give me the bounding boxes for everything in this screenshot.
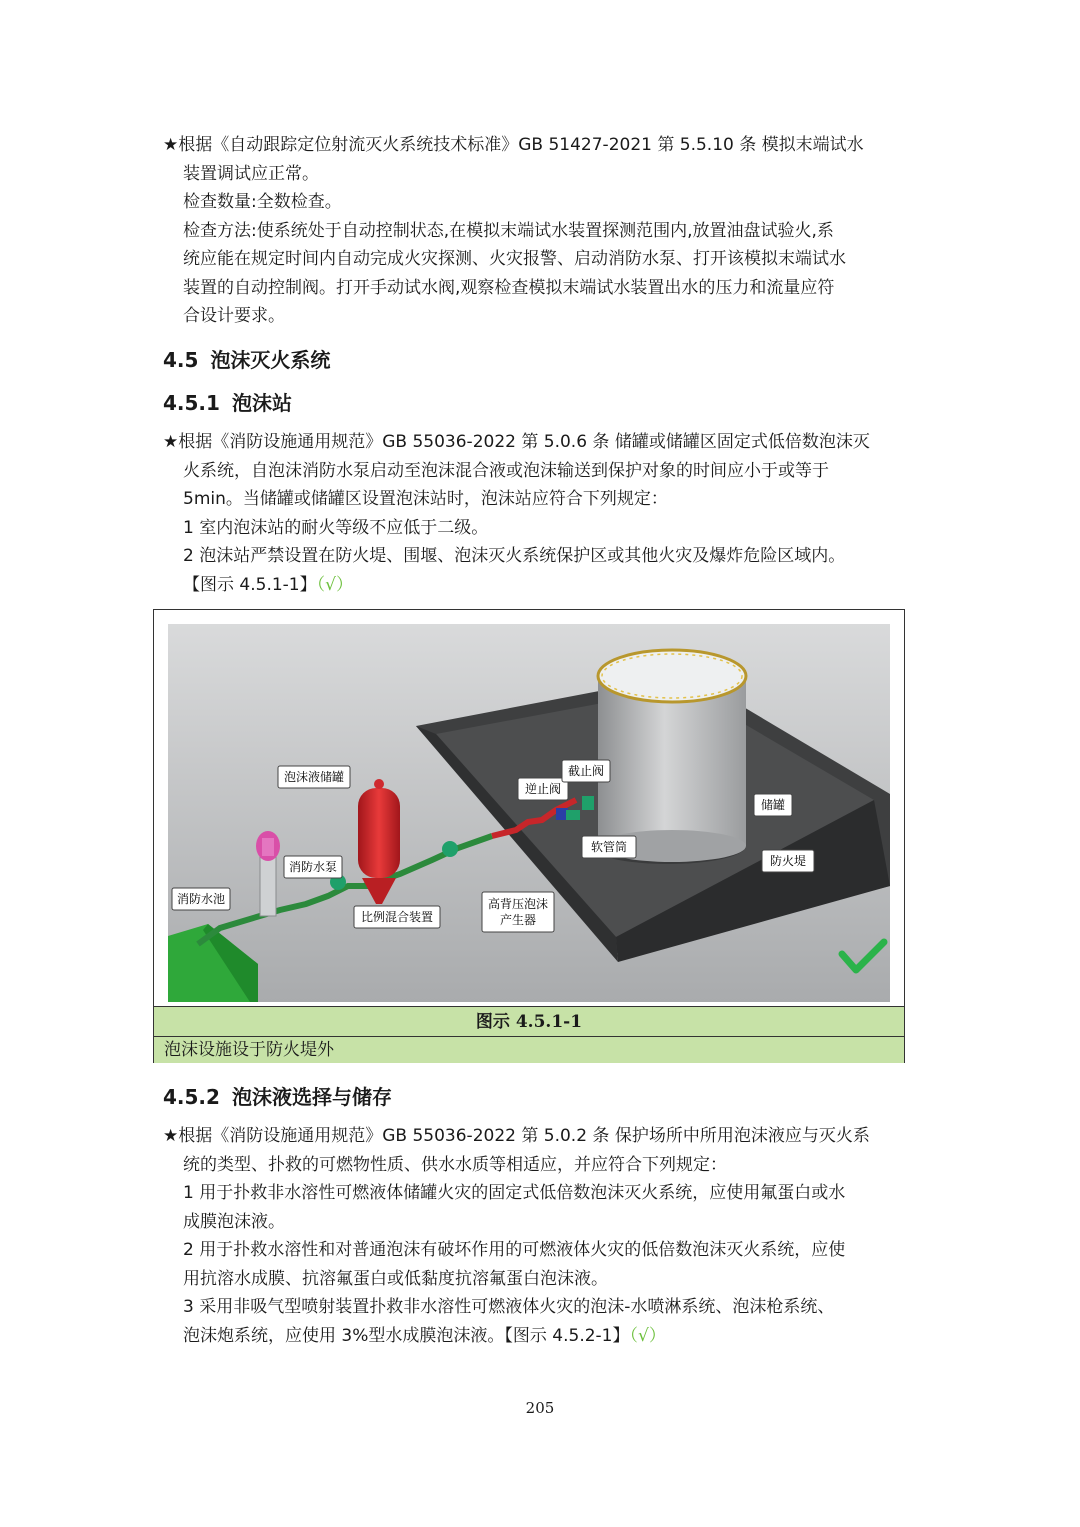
intro-line: 统应能在规定时间内自动完成火灾探测、火灾报警、启动消防水泵、打开该模拟末端试水 xyxy=(183,249,846,269)
label-generator xyxy=(482,892,554,932)
foam-station-paragraph xyxy=(163,428,923,599)
storage-tank xyxy=(590,650,746,864)
svg-text:储罐: 储罐 xyxy=(760,798,786,812)
intro-line: 合设计要求。 xyxy=(183,306,285,326)
label-mixer xyxy=(354,906,440,928)
label-hose xyxy=(582,836,636,858)
check-mark: （√） xyxy=(316,574,353,595)
figure-caption-description: 泡沫设施设于防火堤外 xyxy=(154,1036,904,1063)
list-item: 用抗溶水成膜、抗溶氟蛋白或低黏度抗溶氟蛋白泡沫液。 xyxy=(183,1268,608,1289)
clause-line: 统的类型、扑救的可燃物性质、供水水质等相适应，并应符合下列规定： xyxy=(183,1154,727,1175)
svg-text:高背压泡沫: 高背压泡沫 xyxy=(487,897,549,911)
figure-caption-title: 图示 4.5.1-1 xyxy=(154,1006,904,1036)
list-item: 1 室内泡沫站的耐火等级不应低于二级。 xyxy=(183,517,489,538)
figure-reference: 【图示 4.5.2-1】 xyxy=(504,1325,630,1346)
fire-pump xyxy=(256,831,280,916)
label-check-valve xyxy=(518,778,568,800)
section-heading-4-5-2: 4.5.2 泡沫液选择与储存 xyxy=(163,1085,392,1109)
svg-text:逆止阀: 逆止阀 xyxy=(524,782,562,796)
foam-system-illustration xyxy=(168,624,890,1002)
list-item: 1 用于扑救非水溶性可燃液体储罐火灾的固定式低倍数泡沫灭火系统，应使用氟蛋白或水 xyxy=(183,1183,846,1203)
svg-text:泡沫液储罐: 泡沫液储罐 xyxy=(283,770,345,784)
check-mark: （√） xyxy=(629,1325,666,1346)
label-pump xyxy=(284,856,342,878)
stop-valve xyxy=(582,796,594,810)
label-pool xyxy=(172,888,230,910)
section-heading-4-5-1: 4.5.1 泡沫站 xyxy=(163,391,292,415)
list-item: 3 采用非吸气型喷射装置扑救非水溶性可燃液体火灾的泡沫-水喷淋系统、泡沫枪系统、 xyxy=(183,1297,835,1317)
label-tank xyxy=(754,794,792,816)
inspection-quantity: 检查数量:全数检查。 xyxy=(183,192,342,212)
foam-liquid-paragraph xyxy=(163,1122,923,1350)
page-number: 205 xyxy=(525,1399,555,1417)
hose-reel xyxy=(566,810,580,820)
intro-line: 装置的自动控制阀。打开手动试水阀,观察检查模拟末端试水装置出水的压力和流量应符 xyxy=(183,277,835,298)
intro-line: 装置调试应正常。 xyxy=(183,163,319,184)
generator-fitting xyxy=(442,841,458,857)
list-item: 泡沫炮系统，应使用 3%型水成膜泡沫液。【图示 4.5.2-1】（√） xyxy=(183,1325,666,1346)
intro-line: ★根据《自动跟踪定位射流灭火系统技术标准》GB 51427-2021 第 5.5.10 条 模拟末端试水 xyxy=(163,135,864,155)
svg-text:产生器: 产生器 xyxy=(499,913,537,927)
clause-line: ★根据《消防设施通用规范》GB 55036-2022 第 5.0.2 条 保护场所中所用泡沫液应与灭火系 xyxy=(163,1126,870,1146)
clause-line: ★根据《消防设施通用规范》GB 55036-2022 第 5.0.6 条 储罐或储罐区固定式低倍数泡沫灭 xyxy=(163,432,870,452)
figure-4-5-1 xyxy=(153,609,905,1063)
intro-paragraph xyxy=(163,131,923,331)
section-heading-4-5: 4.5 泡沫灭火系统 xyxy=(163,348,331,372)
list-item: 2 用于扑救水溶性和对普通泡沫有破坏作用的可燃液体火灾的低倍数泡沫灭火系统，应使 xyxy=(183,1240,846,1260)
label-dike xyxy=(762,850,814,872)
inspection-method: 检查方法:使系统处于自动控制状态,在模拟末端试水装置探测范围内,放置油盘试验火,系 xyxy=(183,220,834,241)
label-stop-valve xyxy=(562,760,610,782)
svg-text:软管筒: 软管筒 xyxy=(590,840,628,854)
list-item: 2 泡沫站严禁设置在防火堤、围堰、泡沫灭火系统保护区或其他火灾及爆炸危险区域内。 xyxy=(183,546,846,566)
list-item: 成膜泡沫液。 xyxy=(183,1211,285,1232)
figure-reference: 【图示 4.5.1-1】（√） xyxy=(183,574,353,595)
clause-line: 火系统，自泡沫消防水泵启动至泡沫混合液或泡沫输送到保护对象的时间应小于或等于 xyxy=(183,460,829,481)
svg-text:截止阀: 截止阀 xyxy=(567,764,605,778)
svg-text:比例混合装置: 比例混合装置 xyxy=(360,910,434,924)
svg-text:消防水泵: 消防水泵 xyxy=(288,860,338,874)
clause-line: 5min。当储罐或储罐区设置泡沫站时，泡沫站应符合下列规定： xyxy=(183,489,668,509)
svg-text:防火堤: 防火堤 xyxy=(769,854,807,868)
label-foam-tank xyxy=(278,766,350,788)
svg-text:消防水池: 消防水池 xyxy=(176,892,226,906)
